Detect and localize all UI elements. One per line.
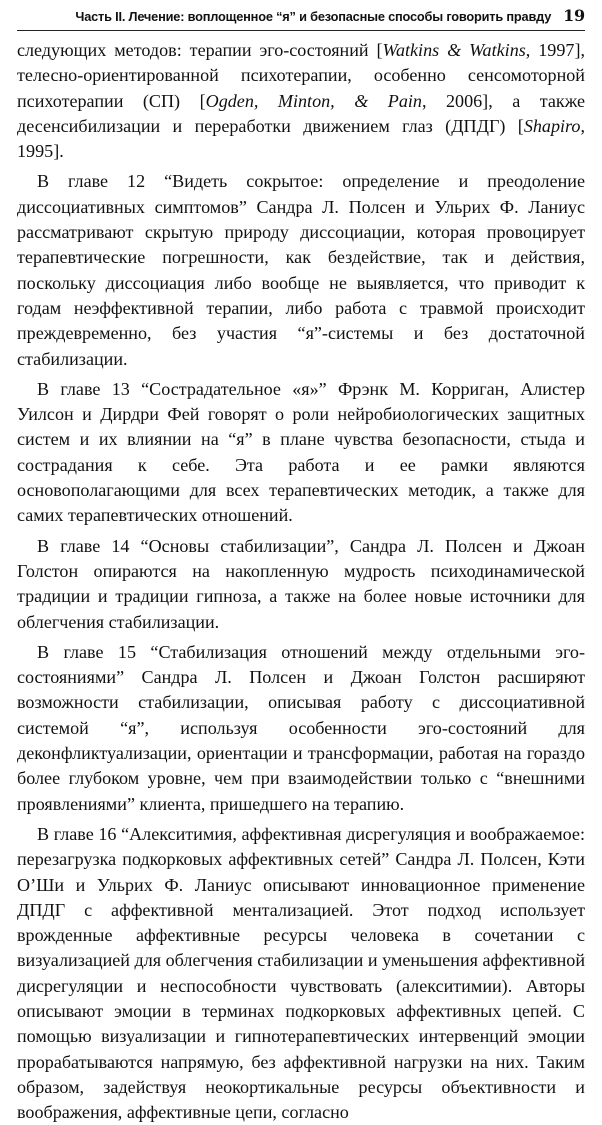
citation-author: Watkins & Watkins [382,40,526,60]
running-title: Часть II. Лечение: воплощенное “я” и безопасные способы говорить правду [75,9,552,24]
paragraph-text: , 2006], а также десенсибилизации и переработки движением глаз (ДПДГ) [ [17,90,586,136]
citation-author: Ogden, Minton, & Pain [205,90,422,111]
paragraph-text: , 1995]. [17,115,585,162]
paragraph-chapter-14: В главе 14 “Основы стабилизации”, Сандра Л. Полсен и Джоан Голстон опираются на накопленную мудрость психодинамической традиции и традиции гипноза, а также на более новые источники для облегчения стабилизации. [17,535,585,632]
paragraph-text: следующих методов: терапии эго-состояний [ [17,40,383,60]
paragraph-chapter-12: В главе 12 “Видеть сокрытое: определение и преодоление диссоциативных симптомов” Сандра Л. Полсен и Ульрих Ф. Ланиус рассматривают скрытую природу диссоциации, которая провоцирует терапевтические погрешности, как бездействие, так и действия, поскольку диссоциация либо вообще не выявляется, что приводит к годам неэффективной терапии, либо работа с травмой происходит преждевременно, без участия “я”-системы и без достаточной стабилизации. [17,171,585,369]
paragraph-continued [17,38,585,164]
running-head [17,6,585,31]
paragraph-chapter-16: В главе 16 “Алекситимия, аффективная дисрегуляция и воображаемое: перезагрузка подкорковых аффективных сетей” Сандра Л. Полсен, Кэти О’Ши и Ульрих Ф. Ланиус описывают инновационное применение ДПДГ с аффективной ментализацией. Этот подход использует врожденные аффективные ресурсы человека в сочетании с визуализацией для облегчения стабилизации и уменьшения аффективной дисрегуляции и неспособности чувствовать (алекситимии). Авторы описывают эмоции в терминах подкорковых аффективных цепей. С помощью визуализации и гипнотерапевтических интервенций эмоции прорабатываются напрямую, без аффективной нагрузки на них. Таким образом, задействуя неокортикальные ресурсы объективности и воображения, аффективные цепи, согласно [17,823,585,1123]
paragraph-text: , 1997], телесно-ориентированной психотерапии, особенно сенсомоторной психотерапии (СП) [ [17,40,585,111]
page-number: 19 [563,6,585,25]
paragraph-chapter-15: В главе 15 “Стабилизация отношений между отдельными эго-состояниями” Сандра Л. Полсен и Джоан Голстон расширяют возможности стабилизации, описывая работу с диссоциативной системой “я”, используя особенности эго-состояний для деконфликтуализации, ориентации и трансформации, работая на гораздо более глубоком уровне, чем при взаимодействии только с “внешними проявлениями” клиента, пришедшего на терапию. [17,641,585,814]
body-text [17,38,585,1125]
citation-author: Shapiro [523,115,581,136]
paragraph-chapter-13: В главе 13 “Сострадательное «я»” Фрэнк М. Корриган, Алистер Уилсон и Дирдри Фей говорят о роли нейробиологических защитных систем и их влиянии на “я” в плане чувства безопасности, стыда и сострадания к себе. Эта работа и ее рамки являются основополагающими для всех терапевтических методик, а также для самих терапевтических отношений. [17,378,585,526]
